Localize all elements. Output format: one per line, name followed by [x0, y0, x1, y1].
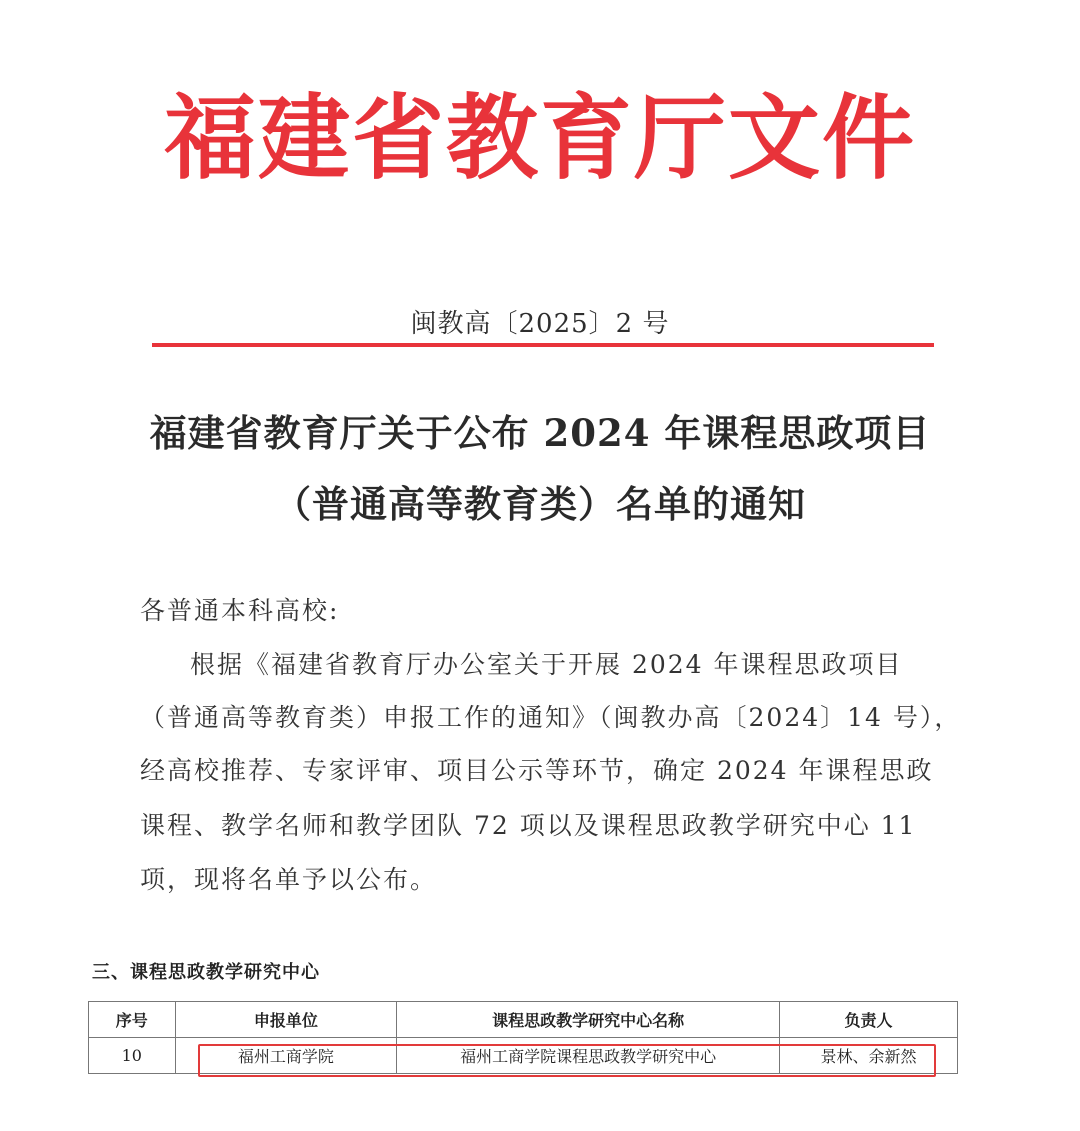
notice-title-line-1: 福建省教育厅关于公布 2024 年课程思政项目: [149, 411, 931, 455]
section-heading: 三、课程思政教学研究中心: [92, 962, 320, 983]
body-paragraph-line: 课程、教学名师和教学团队 72 项以及课程思政教学研究中心 11: [140, 811, 917, 840]
column-header-center-name: 课程思政教学研究中心名称: [397, 1002, 780, 1038]
cell-applicant: 福州工商学院: [175, 1038, 397, 1074]
table-header-row: [89, 1002, 958, 1038]
cell-leader: 景林、余新然: [779, 1038, 957, 1074]
column-header-index: 序号: [89, 1002, 176, 1038]
column-header-leader: 负责人: [779, 1002, 957, 1038]
addressee: 各普通本科高校:: [140, 596, 340, 625]
cell-center-name: 福州工商学院课程思政教学研究中心: [397, 1038, 780, 1074]
red-highlight-box: [198, 1044, 936, 1077]
document-number: 闽教高〔2025〕2 号: [410, 309, 670, 339]
body-paragraph-line: 根据《福建省教育厅办公室关于开展 2024 年课程思政项目: [190, 650, 903, 679]
document-header-title: 福建省教育厅文件: [163, 84, 916, 192]
column-header-applicant: 申报单位: [175, 1002, 397, 1038]
body-paragraph-line: （普通高等教育类）申报工作的通知》（闽教办高〔2024〕14 号），: [140, 703, 962, 732]
notice-title-line-2: （普通高等教育类）名单的通知: [274, 482, 806, 526]
body-paragraph-line: 经高校推荐、专家评审、项目公示等环节，确定 2024 年课程思政: [140, 756, 934, 785]
cell-index: 10: [89, 1038, 176, 1074]
body-paragraph-line: 项，现将名单予以公布。: [140, 865, 438, 894]
red-divider-line: [152, 343, 934, 347]
